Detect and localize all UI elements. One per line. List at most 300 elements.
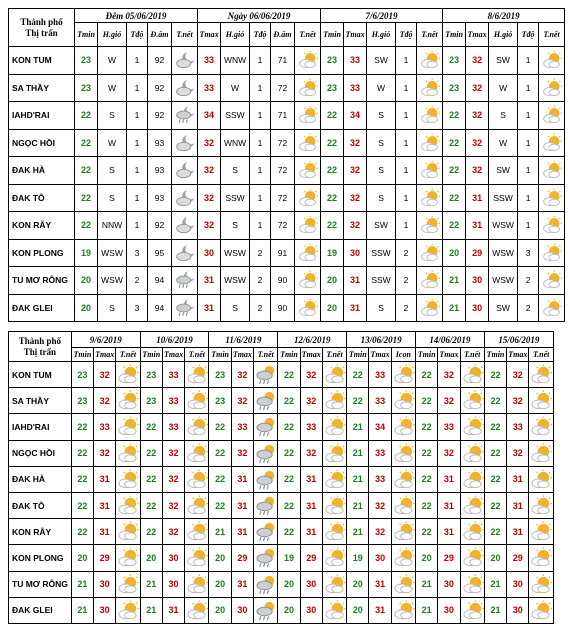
value-cell: WNW: [221, 129, 250, 157]
tmax-value: 31: [300, 519, 322, 545]
date-group-header: 10/6/2019: [140, 332, 209, 348]
cloud-sun-icon: [297, 270, 319, 290]
place-name: ĐAK TÔ: [9, 492, 72, 518]
place-name: ĐAK HÀ: [9, 157, 75, 185]
value-cell: 91: [271, 239, 295, 267]
tmax-value: 30: [231, 597, 253, 623]
weather-cell: [254, 545, 278, 571]
place-name: SA THẦY: [9, 74, 75, 102]
table-row: [9, 571, 554, 597]
weather-cell: [391, 466, 415, 492]
weather-cell: [539, 267, 565, 295]
tmax-value: 31: [507, 519, 529, 545]
tmax-value: 33: [300, 414, 322, 440]
value-cell: 92: [148, 102, 172, 130]
cloud-night-icon: [174, 78, 196, 98]
cloud-sun-icon: [185, 521, 209, 542]
tmin-value: 21: [416, 597, 438, 623]
tmin-value: 21: [71, 571, 93, 597]
table-row: [9, 239, 565, 267]
tmin-value: 22: [484, 388, 506, 414]
tmin-value: 22: [416, 519, 438, 545]
tmax-value: 30: [162, 545, 184, 571]
tmax-value: 32: [344, 212, 367, 240]
date-group-header: 14/06/2019: [416, 332, 485, 348]
tmax-value: 32: [162, 492, 184, 518]
value-cell: 92: [148, 74, 172, 102]
weather-cell: [460, 519, 484, 545]
tmin-value: 21: [140, 597, 162, 623]
tmax-value: 33: [198, 47, 221, 75]
table-row: [9, 47, 565, 75]
cloud-sun-icon: [116, 443, 140, 464]
tmin-value: 22: [443, 102, 466, 130]
tmin-value: 20: [75, 294, 98, 322]
tmax-value: 33: [369, 440, 391, 466]
cloud-sun-icon: [541, 243, 563, 263]
tmax-value: 32: [466, 102, 489, 130]
tmax-value: 32: [231, 388, 253, 414]
weather-cell: [417, 74, 443, 102]
cloud-sun-icon: [541, 133, 563, 153]
table-row: [9, 466, 554, 492]
tmax-value: 33: [344, 47, 367, 75]
weather-cell: [529, 519, 554, 545]
value-cell: 2: [250, 267, 271, 295]
tmax-value: 32: [162, 466, 184, 492]
rain-sun-icon: [254, 469, 278, 490]
weather-cell: [391, 545, 415, 571]
tmax-value: 33: [198, 74, 221, 102]
tmin-value: 22: [416, 362, 438, 388]
tmax-value: 30: [300, 571, 322, 597]
tmin-value: 20: [321, 267, 344, 295]
value-cell: S: [367, 294, 396, 322]
tmax-value: 32: [198, 212, 221, 240]
column-header: Tđộ: [250, 23, 271, 47]
cloud-sun-icon: [323, 416, 347, 437]
column-header: H.gió: [367, 23, 396, 47]
place-name: TU MƠ RÔNG: [9, 267, 75, 295]
tmax-value: 31: [369, 571, 391, 597]
tmin-value: 20: [347, 597, 369, 623]
tmax-value: 31: [198, 267, 221, 295]
cloud-sun-icon: [185, 574, 209, 595]
column-header: Tmin: [416, 348, 438, 362]
weather-cell: [254, 519, 278, 545]
cloud-night-icon: [174, 50, 196, 70]
column-header: Tmin: [71, 348, 93, 362]
tmax-value: 31: [300, 492, 322, 518]
cloud-sun-icon: [116, 469, 140, 490]
place-name: SA THẦY: [9, 388, 72, 414]
cloud-sun-icon: [116, 364, 140, 385]
tmin-value: 22: [416, 388, 438, 414]
weather-cell: [322, 571, 346, 597]
value-cell: 1: [518, 102, 539, 130]
weather-cell: [539, 184, 565, 212]
weather-cell: [322, 519, 346, 545]
cloud-sun-icon: [461, 469, 485, 490]
place-name: NGỌC HỒI: [9, 129, 75, 157]
tmax-value: 31: [94, 492, 116, 518]
weather-cell: [172, 212, 198, 240]
tmax-value: 31: [162, 597, 184, 623]
weather-cell: [539, 239, 565, 267]
tmin-value: 22: [278, 414, 300, 440]
tmax-value: 30: [94, 597, 116, 623]
value-cell: 1: [396, 212, 417, 240]
weather-cell: [417, 102, 443, 130]
tmin-value: 22: [443, 184, 466, 212]
value-cell: 2: [250, 294, 271, 322]
value-cell: 1: [518, 47, 539, 75]
value-cell: 1: [396, 47, 417, 75]
tmin-value: 20: [484, 545, 506, 571]
cloud-sun-icon: [185, 390, 209, 411]
column-header: T.nết: [417, 23, 443, 47]
rain-sun-icon: [254, 574, 278, 595]
weather-cell: [116, 414, 140, 440]
weather-cell: [460, 492, 484, 518]
weather-cell: [295, 212, 321, 240]
weather-cell: [172, 157, 198, 185]
cloud-sun-icon: [297, 105, 319, 125]
cloud-sun-icon: [116, 600, 140, 621]
column-header: T.nết: [295, 23, 321, 47]
tmax-value: 33: [369, 388, 391, 414]
rain-night-icon: [174, 105, 196, 125]
tmin-value: 21: [347, 414, 369, 440]
tmax-value: 32: [466, 74, 489, 102]
tmin-value: 22: [71, 519, 93, 545]
weather-cell: [539, 157, 565, 185]
tmin-value: 22: [140, 466, 162, 492]
value-cell: 92: [148, 47, 172, 75]
weather-cell: [417, 47, 443, 75]
cloud-sun-icon: [541, 160, 563, 180]
place-name: ĐAK TÔ: [9, 184, 75, 212]
cloud-sun-icon: [461, 416, 485, 437]
tmin-value: 20: [278, 571, 300, 597]
weather-cell: [529, 388, 554, 414]
tmax-value: 32: [369, 519, 391, 545]
tmin-value: 23: [209, 362, 231, 388]
place-name: IAHD'RAI: [9, 102, 75, 130]
column-header: H.gió: [221, 23, 250, 47]
tmin-value: 23: [209, 388, 231, 414]
value-cell: WSW: [489, 267, 518, 295]
tmin-value: 23: [443, 47, 466, 75]
weather-cell: [172, 267, 198, 295]
weather-cell: [322, 545, 346, 571]
tmin-value: 20: [347, 571, 369, 597]
cloud-night-icon: [174, 243, 196, 263]
tmin-value: 22: [416, 440, 438, 466]
value-cell: S: [98, 102, 127, 130]
value-cell: 1: [250, 184, 271, 212]
value-cell: 1: [396, 129, 417, 157]
weather-cell: [172, 294, 198, 322]
tmin-value: 22: [416, 466, 438, 492]
place-name: ĐAK GLEI: [9, 597, 72, 623]
cloud-sun-icon: [116, 547, 140, 568]
tmin-value: 22: [140, 414, 162, 440]
tmin-value: 19: [278, 545, 300, 571]
place-name: KON RẪY: [9, 212, 75, 240]
tmin-value: 21: [416, 571, 438, 597]
value-cell: 2: [396, 267, 417, 295]
column-header: T.nết: [185, 348, 209, 362]
column-header: T.nết: [116, 348, 140, 362]
value-cell: SSW: [367, 239, 396, 267]
cloud-sun-icon: [297, 243, 319, 263]
place-name: NGỌC HỒI: [9, 440, 72, 466]
weather-cell: [539, 74, 565, 102]
column-header: Tmax: [466, 23, 489, 47]
table-row: [9, 414, 554, 440]
value-cell: 72: [271, 129, 295, 157]
column-header: Tđộ: [127, 23, 148, 47]
rain-sun-icon: [254, 521, 278, 542]
weather-cell: [116, 466, 140, 492]
value-cell: 1: [127, 157, 148, 185]
place-name: ĐAK HÀ: [9, 466, 72, 492]
column-header: Tmax: [507, 348, 529, 362]
cloud-sun-icon: [419, 243, 441, 263]
tmax-value: 31: [344, 267, 367, 295]
table-row: [9, 388, 554, 414]
table-row: [9, 294, 565, 322]
tmax-value: 33: [94, 414, 116, 440]
weather-cell: [460, 388, 484, 414]
tmax-value: 29: [438, 545, 460, 571]
column-header: Tmax: [438, 348, 460, 362]
tmax-value: 32: [507, 388, 529, 414]
value-cell: 1: [250, 47, 271, 75]
weather-cell: [172, 239, 198, 267]
value-cell: 72: [271, 157, 295, 185]
value-cell: WSW: [489, 212, 518, 240]
tmax-value: 30: [507, 597, 529, 623]
tmin-value: 22: [484, 440, 506, 466]
cloud-sun-icon: [461, 364, 485, 385]
weather-cell: [322, 362, 346, 388]
cloud-sun-icon: [541, 78, 563, 98]
tmax-value: 31: [231, 571, 253, 597]
table-row: [9, 157, 565, 185]
weather-cell: [417, 239, 443, 267]
place-name: KON PLONG: [9, 545, 72, 571]
tmax-value: 33: [369, 362, 391, 388]
value-cell: NNW: [98, 212, 127, 240]
tmax-value: 30: [344, 239, 367, 267]
tmin-value: 22: [278, 492, 300, 518]
weather-cell: [254, 597, 278, 623]
weather-cell: [417, 294, 443, 322]
value-cell: SSW: [221, 102, 250, 130]
date-group-header: 8/6/2019: [443, 9, 565, 23]
value-cell: S: [367, 184, 396, 212]
tmin-value: 21: [347, 519, 369, 545]
cloud-sun-icon: [541, 298, 563, 318]
tmax-value: 32: [94, 388, 116, 414]
tmax-value: 33: [162, 362, 184, 388]
tmin-value: 23: [71, 362, 93, 388]
weather-cell: [185, 519, 209, 545]
cloud-sun-icon: [529, 574, 553, 595]
cloud-sun-icon: [392, 574, 416, 595]
tmin-value: 22: [321, 212, 344, 240]
tmax-value: 30: [162, 571, 184, 597]
table-row: [9, 440, 554, 466]
weather-cell: [254, 440, 278, 466]
tmin-value: 22: [75, 129, 98, 157]
weather-cell: [529, 466, 554, 492]
tmax-value: 32: [231, 440, 253, 466]
weather-cell: [322, 466, 346, 492]
weather-cell: [391, 414, 415, 440]
rain-sun-icon: [254, 390, 278, 411]
column-header: Tmin: [484, 348, 506, 362]
weather-cell: [417, 129, 443, 157]
rain-sun-icon: [254, 547, 278, 568]
tmax-value: 33: [369, 466, 391, 492]
weather-cell: [172, 129, 198, 157]
value-cell: 1: [250, 102, 271, 130]
weather-cell: [460, 362, 484, 388]
tmin-value: 20: [209, 545, 231, 571]
tmax-value: 32: [300, 362, 322, 388]
tmin-value: 20: [140, 545, 162, 571]
weather-cell: [391, 362, 415, 388]
rain-sun-icon: [254, 416, 278, 437]
value-cell: 1: [518, 129, 539, 157]
cloud-night-icon: [174, 215, 196, 235]
weather-cell: [539, 47, 565, 75]
tmax-value: 31: [507, 466, 529, 492]
weather-cell: [529, 440, 554, 466]
tmin-value: 23: [443, 74, 466, 102]
value-cell: 1: [250, 212, 271, 240]
tmax-value: 32: [231, 362, 253, 388]
value-cell: W: [98, 47, 127, 75]
tmax-value: 32: [466, 157, 489, 185]
cloud-sun-icon: [529, 469, 553, 490]
value-cell: 72: [271, 184, 295, 212]
date-group-header: Ngày 06/06/2019: [198, 9, 321, 23]
value-cell: 2: [396, 294, 417, 322]
column-header: Đ.ẩm: [271, 23, 295, 47]
tmin-value: 21: [443, 267, 466, 295]
cloud-sun-icon: [323, 547, 347, 568]
value-cell: 1: [127, 47, 148, 75]
cloud-sun-icon: [419, 270, 441, 290]
value-cell: W: [367, 74, 396, 102]
weather-cell: [295, 74, 321, 102]
value-cell: 1: [518, 212, 539, 240]
weather-cell: [460, 571, 484, 597]
weather-cell: [185, 388, 209, 414]
table-row: [9, 362, 554, 388]
weather-cell: [391, 492, 415, 518]
value-cell: S: [367, 157, 396, 185]
cloud-sun-icon: [461, 495, 485, 516]
weather-cell: [460, 440, 484, 466]
column-header: Tmin: [347, 348, 369, 362]
tmax-value: 34: [369, 414, 391, 440]
weather-cell: [539, 129, 565, 157]
weather-cell: [172, 74, 198, 102]
tmax-value: 31: [438, 519, 460, 545]
tmax-value: 31: [300, 466, 322, 492]
cloud-sun-icon: [392, 600, 416, 621]
value-cell: SSW: [367, 267, 396, 295]
column-header: Tđộ: [518, 23, 539, 47]
value-cell: 95: [148, 239, 172, 267]
weather-cell: [539, 102, 565, 130]
tmax-value: 32: [94, 362, 116, 388]
column-header: Tmax: [198, 23, 221, 47]
weather-cell: [417, 267, 443, 295]
tmin-value: 22: [416, 414, 438, 440]
tmin-value: 22: [209, 466, 231, 492]
column-header: T.nết: [539, 23, 565, 47]
tmax-value: 32: [466, 129, 489, 157]
weather-cell: [295, 294, 321, 322]
tmax-value: 30: [369, 545, 391, 571]
cloud-sun-icon: [461, 600, 485, 621]
tmin-value: 23: [75, 47, 98, 75]
weather-cell: [254, 362, 278, 388]
value-cell: 1: [396, 74, 417, 102]
tmin-value: 22: [75, 102, 98, 130]
tmin-value: 20: [321, 294, 344, 322]
value-cell: W: [489, 74, 518, 102]
place-name: KON PLONG: [9, 239, 75, 267]
tmin-value: 22: [278, 362, 300, 388]
weather-cell: [295, 102, 321, 130]
value-cell: 71: [271, 102, 295, 130]
tmin-value: 22: [71, 440, 93, 466]
cloud-sun-icon: [419, 105, 441, 125]
tmax-value: 32: [300, 388, 322, 414]
date-group-header: 12/6/2019: [278, 332, 347, 348]
cloud-sun-icon: [323, 364, 347, 385]
column-header: Tmin: [209, 348, 231, 362]
table-row: [9, 545, 554, 571]
value-cell: 3: [127, 239, 148, 267]
rain-sun-icon: [254, 600, 278, 621]
tmax-value: 31: [94, 466, 116, 492]
cloud-sun-icon: [461, 390, 485, 411]
value-cell: 1: [396, 184, 417, 212]
weather-cell: [295, 239, 321, 267]
value-cell: 1: [250, 157, 271, 185]
value-cell: WSW: [489, 239, 518, 267]
tmax-value: 32: [198, 129, 221, 157]
tmin-value: 22: [443, 212, 466, 240]
cloud-sun-icon: [541, 215, 563, 235]
cloud-sun-icon: [419, 298, 441, 318]
cloud-sun-icon: [541, 188, 563, 208]
tmin-value: 22: [347, 362, 369, 388]
tmin-value: 22: [321, 129, 344, 157]
tmax-value: 30: [507, 571, 529, 597]
cloud-sun-icon: [392, 416, 416, 437]
tmax-value: 32: [507, 440, 529, 466]
tmax-value: 29: [466, 239, 489, 267]
